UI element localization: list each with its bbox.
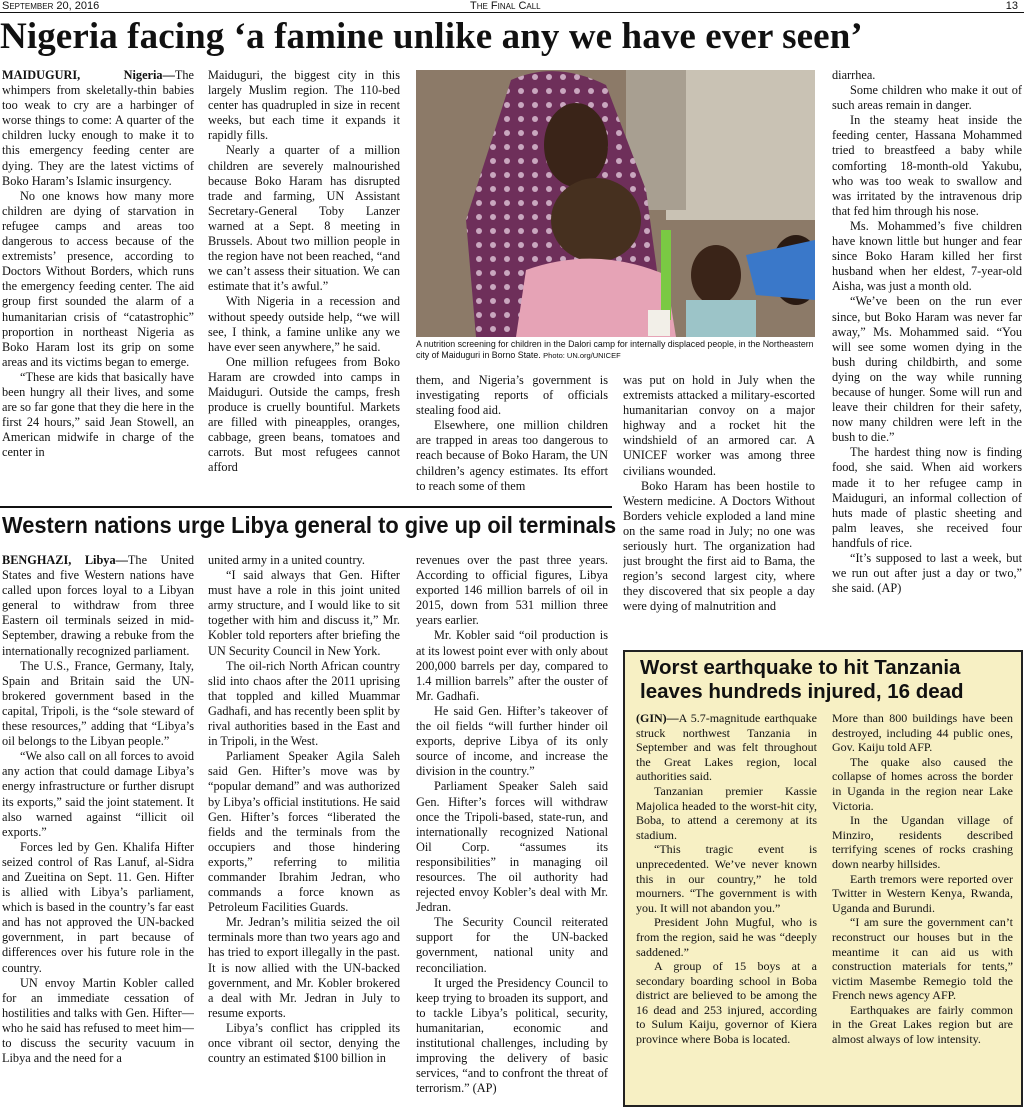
photo-credit: Photo: UN.org/UNICEF: [543, 351, 621, 360]
paragraph: Parliament Speaker Saleh said Gen. Hifter’s forces will withdraw once the Tripoli-based, state-run, and internationally recognized National Oil Corp. “assumes its responsibilities” in managing oil resources. The oil authority had rejected envoy Kobler’s deal with Mr. Jedran.: [416, 779, 608, 915]
paragraph: With Nigeria in a recession and without speedy outside help, “we will see, I think, a famine unlike any we have ever seen anywhere,” he said.: [208, 294, 400, 354]
paragraph: “This tragic event is unprecedented. We’ve never known this in our country,” he told mourners. “The government is with you. It will not abandon you.”: [636, 842, 817, 915]
paragraph: “These are kids that basically have been hungry all their lives, and some are so far gone that they die here in the first 24 hours,” said Jean Stowell, an American midwife in charge of the center in: [2, 369, 194, 460]
page-number: 13: [1005, 0, 1018, 12]
paragraph: It urged the Presidency Council to keep trying to broaden its support, and to tackle Libya’s political, security, humanitarian, economic and institutional challenges, including by improving the delivery of basic services, “and to confront the threat of terrorism.” (AP): [416, 975, 608, 1096]
paragraph: Forces led by Gen. Khalifa Hifter seized control of Ras Lanuf, al-Sidra and Zueitina on Sept. 11. Gen. Hifter is allied with Libya’s parliament, which is based in the country’s far east and has not approved the UN-backed government, in part because of differences over his future role in the country.: [2, 839, 194, 975]
paragraph: Mr. Jedran’s militia seized the oil terminals more than two years ago and has tried to export illegally in the past. It is now allied with the UN-backed government, and Mr. Kobler brokered a deal with Mr. Jedran in July to resume exports.: [208, 915, 400, 1020]
issue-date: September 20, 2016: [2, 0, 100, 12]
paragraph: The Security Council reiterated support for the UN-backed government, national unity and reconciliation.: [416, 915, 608, 975]
refugee-camp-photo: [416, 70, 815, 337]
paragraph: No one knows how many more children are dying of starvation in refugee camps and areas too dangerous to access because of the extremists’ presence, according to Doctors Without Borders, which runs the emergency feeding center. The aid group first sounded the alarm of a humanitarian crisis of “catastrophic” proportion in northeast Nigeria as Boko Haram lost its grip on some areas and its victims began to emerge.: [2, 188, 194, 369]
paragraph: The hardest thing now is finding food, she said. When aid workers made it to her refugee camp in Maiduguri, an informal collection of huts made of plastic sheeting and palm leaves, she received four handfuls of rice.: [832, 445, 1022, 550]
paragraph: The U.S., France, Germany, Italy, Spain and Britain said the UN-brokered government based in the capital, Tripoli, is the “sole steward of these resources,” adding that “Libya’s oil belongs to the Libyan people.”: [2, 658, 194, 749]
paragraph: “We’ve been on the run ever since, but Boko Haram was never far away,” Ms. Mohammed said. “You will see some women dying in the bush during childbirth, and some dying on the way while running because of hunger. Some will run and leave their children for their safety, now many children were left in the bush to die.”: [832, 294, 1022, 445]
photo-illustration: [416, 70, 815, 337]
paragraph: UN envoy Martin Kobler called for an immediate cessation of hostilities and talks with Gen. Hifter—who he said has refused to meet him—to discuss the security vacuum in Libya and the need for a: [2, 975, 194, 1066]
paragraph: Some children who make it out of such areas remain in danger.: [832, 83, 1022, 113]
page-header: [0, 0, 1024, 13]
paragraph: Earth tremors were reported over Twitter in Western Kenya, Rwanda, Uganda and Burundi.: [832, 871, 1013, 915]
paragraph: Libya’s conflict has crippled its once vibrant oil sector, denying the country an estimated $100 billion in: [208, 1020, 400, 1066]
paragraph: Mr. Kobler said “oil production is at its lowest point ever with only about 200,000 barrels per day, compared to 1.4 million barrels” after the ouster of Mr. Gadhafi.: [416, 628, 608, 703]
nigeria-headline: Nigeria facing ‘a famine unlike any we have ever seen’: [0, 16, 863, 57]
libya-column-3: [416, 553, 608, 1107]
publication-name: The Final Call: [470, 0, 541, 12]
paragraph: The quake also caused the collapse of homes across the border in Uganda in the region near Lake Victoria.: [832, 754, 1013, 813]
paragraph: diarrhea.: [832, 68, 876, 82]
paragraph: Elsewhere, one million children are trapped in areas too dangerous to reach because of Boko Haram, the UN children’s agency estimates. Its effort to reach some of them: [416, 418, 608, 493]
paragraph: was put on hold in July when the extremists attacked a military-escorted humanitarian convoy on a major highway and a rocket hit the windshield of an armored car. A UNICEF worker was among three civilians wounded.: [623, 373, 815, 478]
paragraph: Earthquakes are fairly common in the Great Lakes region but are almost always of low intensity.: [832, 1002, 1013, 1047]
nigeria-column-3: [416, 373, 608, 500]
paragraph: them, and Nigeria’s government is investigating reports of officials stealing food aid.: [416, 373, 608, 418]
nigeria-dateline: MAIDUGURI, Nigeria—: [2, 68, 175, 82]
paragraph: In the Ugandan village of Minziro, residents described terrifying scenes of rocks crashing down nearby hillsides.: [832, 813, 1013, 871]
libya-dateline: BENGHAZI, Libya—: [2, 553, 128, 567]
paragraph: The oil-rich North African country slid into chaos after the 2011 uprising that toppled and killed Muammar Gadhafi, and has recently been split by rival authorities based in the East and in Tripoli, in the West.: [208, 658, 400, 749]
paragraph: Parliament Speaker Agila Saleh said Gen. Hifter’s move was by “popular demand” and was authorized by Libya’s official institutions. He said Gen. Hifter’s forces “liberated the fields and the terminals from the occupiers and those hindering exports,” referring to militia commander Ibrahim Jedran, who commands a force known as Petroleum Facilities Guards.: [208, 749, 400, 915]
paragraph: united army in a united country.: [208, 553, 365, 567]
nigeria-column-2: [208, 68, 400, 500]
tanzania-lead-paragraph: (GIN)—A 5.7-magnitude earthquake struck northwest Tanzania in September and was felt throughout the Great Lakes region, local authorities said.: [636, 711, 817, 784]
paragraph: In the steamy heat inside the feeding center, Hassana Mohammed tried to breastfeed a baby while comforting 18-month-old Yakubu, who was too weak to swallow and was irritated by the intravenous drip that fed him through his nose.: [832, 113, 1022, 218]
libya-column-1: [2, 553, 194, 1107]
paragraph: He said Gen. Hifter’s takeover of the oil fields “will further hinder oil exports, deprive Libya of its only source of income, and increase the division in the country.”: [416, 703, 608, 779]
paragraph: Maiduguri, the biggest city in this largely Muslim region. The 110-bed center has quadrupled in size in recent weeks, but each time it expands it rapidly fills.: [208, 68, 400, 143]
nigeria-column-5: [832, 68, 1022, 642]
nigeria-column-1: [2, 68, 194, 500]
tanzania-column-2: [832, 711, 1013, 1103]
paragraph: “I am sure the government can’t reconstruct our houses but in the meantime it can aid us with construction materials for tents,” victim Masembe Remegio told the French news agency AFP.: [832, 915, 1013, 1003]
paragraph: Boko Haram has been hostile to Western medicine. A Doctors Without Borders vehicle exploded a land mine on the same road in July; no one was seriously hurt. The organization had just brought the first aid to Bama, the region’s second largest city, where they discovered that six people a day were dying of malnutrition and: [623, 478, 815, 614]
tanzania-column-1: [636, 711, 817, 1103]
paragraph: Nearly a quarter of a million children are severely malnourished because Boko Haram has disrupted trade and farming, UN Assistant Secretary-General Toby Lanzer warned at a Sept. 8 meeting in Brussels. About two million people in the region have not been reached, “and we can’t assess their situation. We can estimate that it’s awful.”: [208, 143, 400, 294]
libya-headline: Western nations urge Libya general to give up oil terminals: [2, 512, 617, 538]
paragraph: “I said always that Gen. Hifter must have a role in this joint united army structure, and I would like to sit together with him and discuss it,” Mr. Kobler told reporters after briefing the UN Security Council in New York.: [208, 568, 400, 658]
tanzania-headline: Worst earthquake to hit Tanzania leaves hundreds injured, 16 dead: [640, 656, 964, 703]
photo-caption: A nutrition screening for children in the Dalori camp for internally displaced people, in the Northeastern city of Maiduguri in Borno State. Photo: UN.org/UNICEF: [416, 339, 814, 360]
tanzania-dateline: (GIN)—: [636, 711, 679, 725]
libya-column-2: [208, 553, 400, 1107]
paragraph: “We also call on all forces to avoid any action that could damage Libya’s energy infrastructure or further disrupt its exports,” said the joint statement. It also warned against “illicit oil exports.”: [2, 749, 194, 839]
paragraph: Tanzanian premier Kassie Majolica headed to the worst-hit city, Boba, to attend a ceremony at its stadium.: [636, 783, 817, 842]
paragraph: One million refugees from Boko Haram are crowded into camps in Maiduguri. Outside the camps, fresh produce is cruelly bountiful. Markets are filled with pineapples, oranges, cabbage, green beans, tomatoes and carrots. But most refugees cannot afford: [208, 354, 400, 475]
paragraph: A group of 15 boys at a secondary boarding school in Boba district are believed to be among the 16 dead and 253 injured, according to Sulum Kaiju, governor of Kiera province where Boba is located.: [636, 959, 817, 1047]
paragraph: More than 800 buildings have been destroyed, including 44 public ones, Gov. Kaiju told AFP.: [832, 711, 1013, 755]
paragraph: Ms. Mohammed’s five children have known little but hunger and fear since Boko Haram killed her first husband when her eldest, 7-year-old Aisha, was just a month old.: [832, 218, 1022, 294]
nigeria-lead-paragraph: MAIDUGURI, Nigeria—The whimpers from skeletally-thin babies too weak to cry are a harbinger of worse things to come: A quarter of the children lucky enough to make it to this emergency feeding center are dying. They are the latest victims of Boko Haram’s Islamic insurgency.: [2, 68, 194, 188]
libya-lead-paragraph: BENGHAZI, Libya—The United States and five Western nations have called upon forces loyal to a Libyan general to withdraw from three Eastern oil terminals seized in mid-September, drawing a rebuke from the internationally recognized parliament.: [2, 553, 194, 658]
nigeria-column-4: [623, 373, 815, 639]
paragraph: “It’s supposed to last a week, but we run out after just a day or two,” she said. (AP): [832, 551, 1022, 596]
paragraph: President John Mugful, who is from the region, said he was “deeply saddened.”: [636, 915, 817, 959]
paragraph: revenues over the past three years. According to official figures, Libya exported 146 million barrels of oil in 2015, down from 531 million three years earlier.: [416, 553, 608, 628]
